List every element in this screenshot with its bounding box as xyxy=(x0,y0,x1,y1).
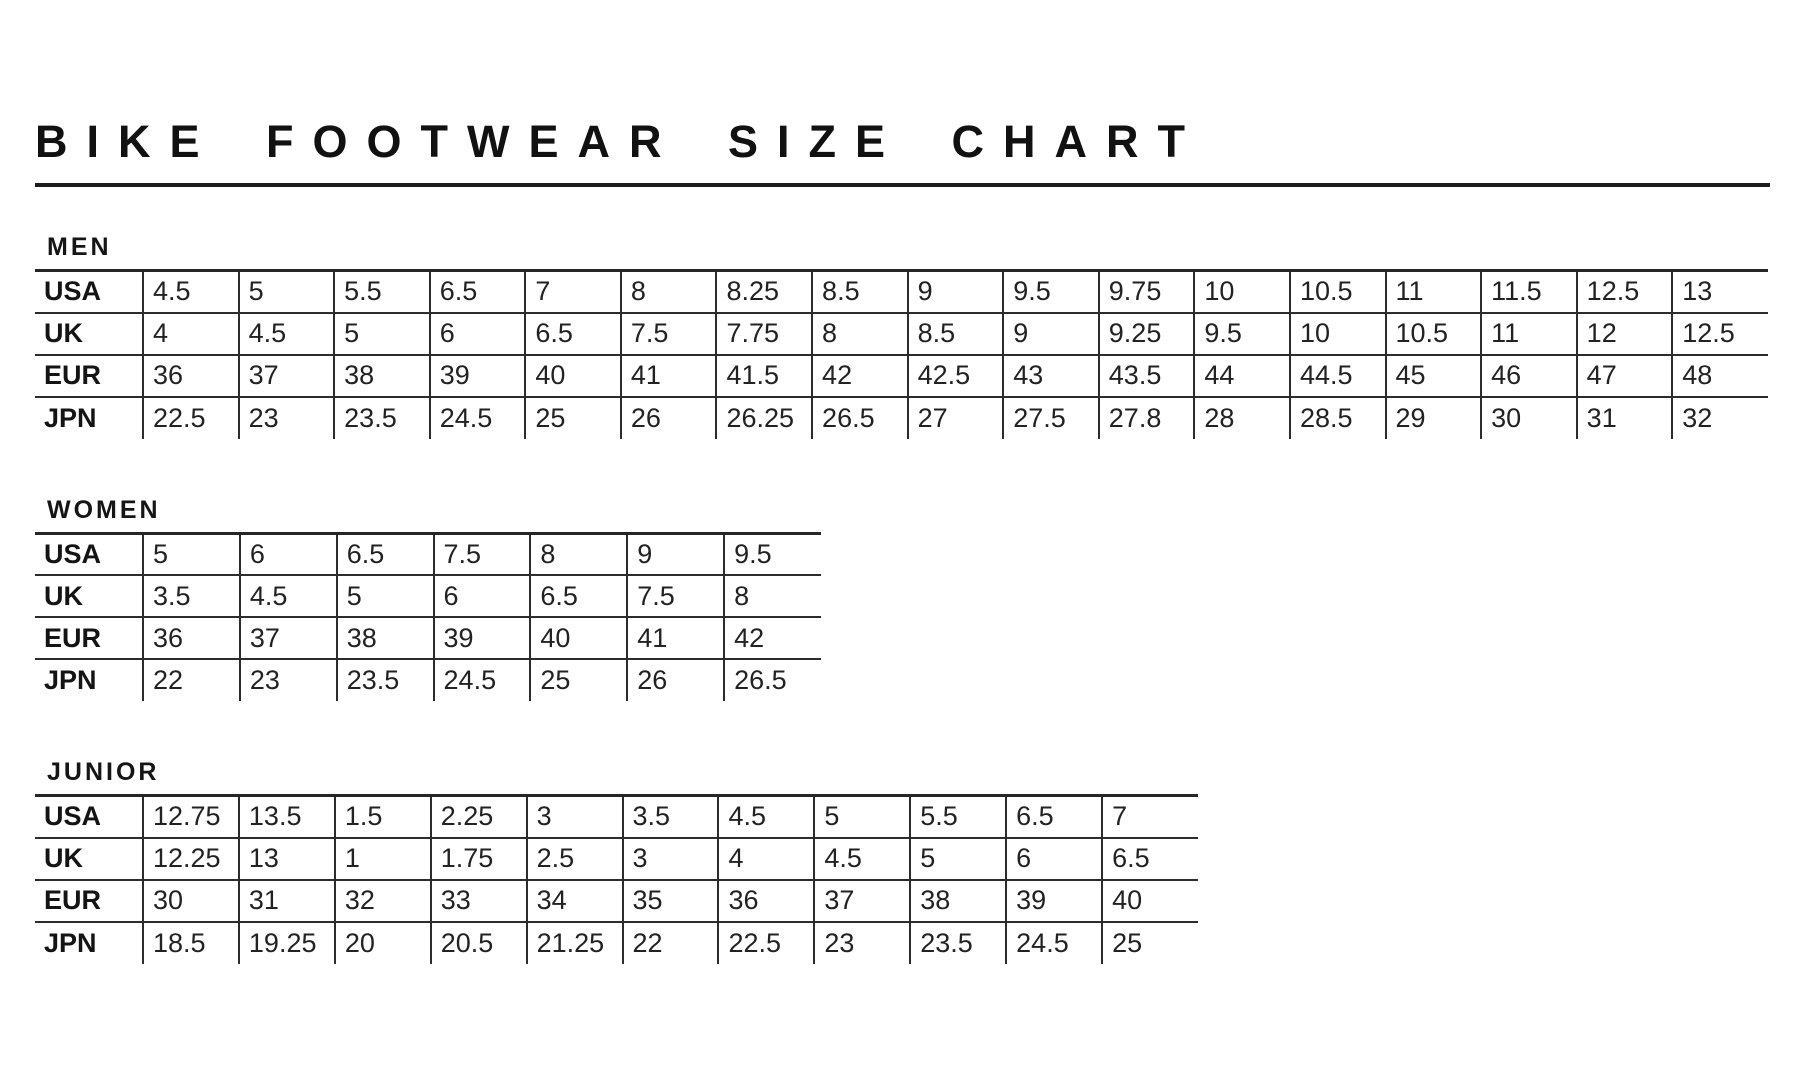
size-cell: 7.5 xyxy=(627,575,724,617)
size-cell: 24.5 xyxy=(430,397,526,439)
size-cell: 13 xyxy=(1672,271,1768,313)
size-cell: 43 xyxy=(1003,355,1099,397)
size-cell: 5 xyxy=(239,271,335,313)
size-cell: 8 xyxy=(621,271,717,313)
size-cell: 12.75 xyxy=(143,796,239,838)
size-cell: 24.5 xyxy=(434,659,531,701)
size-cell: 5 xyxy=(814,796,910,838)
section-heading-men: MEN xyxy=(47,233,112,261)
size-cell: 40 xyxy=(1102,880,1198,922)
size-cell: 7.75 xyxy=(716,313,812,355)
size-cell: 36 xyxy=(718,880,814,922)
size-cell: 2.25 xyxy=(431,796,527,838)
size-cell: 32 xyxy=(335,880,431,922)
size-cell: 5 xyxy=(337,575,434,617)
size-cell: 30 xyxy=(1481,397,1577,439)
size-cell: 18.5 xyxy=(143,922,239,964)
table-row-eur xyxy=(35,880,1198,922)
size-cell: 9.5 xyxy=(1003,271,1099,313)
size-cell: 31 xyxy=(239,880,335,922)
size-cell: 12.5 xyxy=(1672,313,1768,355)
size-cell: 32 xyxy=(1672,397,1768,439)
size-cell: 26.5 xyxy=(812,397,908,439)
table-row-jpn xyxy=(35,922,1198,964)
size-cell: 3 xyxy=(527,796,623,838)
row-label: UK xyxy=(44,318,83,348)
row-label: EUR xyxy=(44,360,102,390)
size-cell: 43.5 xyxy=(1099,355,1195,397)
size-cell: 10.5 xyxy=(1290,271,1386,313)
page-title: BIKE FOOTWEAR SIZE CHART xyxy=(35,116,1770,187)
size-cell: 22 xyxy=(623,922,719,964)
size-cell: 22 xyxy=(143,659,240,701)
size-cell: 26.25 xyxy=(716,397,812,439)
size-cell: 20.5 xyxy=(431,922,527,964)
size-cell: 6.5 xyxy=(337,533,434,575)
size-cell: 9 xyxy=(908,271,1004,313)
size-cell: 38 xyxy=(910,880,1006,922)
size-cell: 4.5 xyxy=(143,271,239,313)
size-cell: 23 xyxy=(814,922,910,964)
size-cell: 28.5 xyxy=(1290,397,1386,439)
junior-size-table xyxy=(35,794,1198,964)
size-cell: 10 xyxy=(1290,313,1386,355)
size-cell: 6.5 xyxy=(525,313,621,355)
size-cell: 30 xyxy=(143,880,239,922)
size-cell: 44.5 xyxy=(1290,355,1386,397)
size-cell: 8.5 xyxy=(812,271,908,313)
size-cell: 29 xyxy=(1386,397,1482,439)
size-cell: 12.5 xyxy=(1577,271,1673,313)
size-cell: 22.5 xyxy=(718,922,814,964)
size-cell: 23.5 xyxy=(337,659,434,701)
size-cell: 26.5 xyxy=(724,659,821,701)
size-cell: 23.5 xyxy=(910,922,1006,964)
size-cell: 40 xyxy=(525,355,621,397)
size-cell: 8 xyxy=(724,575,821,617)
size-cell: 7.5 xyxy=(621,313,717,355)
size-cell: 9 xyxy=(627,533,724,575)
size-cell: 9.75 xyxy=(1099,271,1195,313)
size-cell: 3.5 xyxy=(623,796,719,838)
size-cell: 6.5 xyxy=(1006,796,1102,838)
size-cell: 5.5 xyxy=(334,271,430,313)
table-row-jpn xyxy=(35,659,821,701)
row-label: JPN xyxy=(44,665,97,695)
size-cell: 8.5 xyxy=(908,313,1004,355)
size-cell: 6 xyxy=(1006,838,1102,880)
size-cell: 1 xyxy=(335,838,431,880)
size-cell: 41 xyxy=(621,355,717,397)
size-cell: 25 xyxy=(525,397,621,439)
size-cell: 45 xyxy=(1386,355,1482,397)
size-cell: 1.5 xyxy=(335,796,431,838)
size-cell: 5 xyxy=(910,838,1006,880)
size-cell: 10.5 xyxy=(1386,313,1482,355)
size-cell: 8 xyxy=(812,313,908,355)
size-cell: 44 xyxy=(1194,355,1290,397)
size-cell: 6.5 xyxy=(430,271,526,313)
row-label: EUR xyxy=(44,885,102,915)
size-cell: 4.5 xyxy=(240,575,337,617)
row-label: USA xyxy=(44,276,102,307)
size-cell: 23.5 xyxy=(334,397,430,439)
size-cell: 20 xyxy=(335,922,431,964)
size-cell: 11 xyxy=(1481,313,1577,355)
table-row-uk xyxy=(35,575,821,617)
row-label: JPN xyxy=(44,927,97,958)
size-cell: 9 xyxy=(1003,313,1099,355)
row-label: USA xyxy=(44,801,102,832)
size-cell: 22.5 xyxy=(143,397,239,439)
size-cell: 5 xyxy=(143,533,240,575)
size-cell: 9.25 xyxy=(1099,313,1195,355)
table-row-usa xyxy=(35,271,1768,313)
size-cell: 38 xyxy=(334,355,430,397)
size-cell: 26 xyxy=(621,397,717,439)
row-label: UK xyxy=(44,843,83,873)
size-cell: 3 xyxy=(623,838,719,880)
size-cell: 2.5 xyxy=(527,838,623,880)
size-cell: 34 xyxy=(527,880,623,922)
table-row-eur xyxy=(35,355,1768,397)
size-cell: 9.5 xyxy=(1194,313,1290,355)
size-cell: 42 xyxy=(724,617,821,659)
table-row-uk xyxy=(35,313,1768,355)
size-cell: 7 xyxy=(525,271,621,313)
section-heading-junior: JUNIOR xyxy=(47,758,160,786)
size-cell: 11.5 xyxy=(1481,271,1577,313)
size-cell: 6.5 xyxy=(530,575,627,617)
size-cell: 27 xyxy=(908,397,1004,439)
size-cell: 13.5 xyxy=(239,796,335,838)
table-row-jpn xyxy=(35,397,1768,439)
table-row-uk xyxy=(35,838,1198,880)
size-cell: 12 xyxy=(1577,313,1673,355)
size-cell: 39 xyxy=(430,355,526,397)
size-cell: 19.25 xyxy=(239,922,335,964)
size-cell: 24.5 xyxy=(1006,922,1102,964)
size-cell: 12.25 xyxy=(143,838,239,880)
men-size-table xyxy=(35,269,1768,439)
size-cell: 36 xyxy=(143,355,239,397)
size-cell: 35 xyxy=(623,880,719,922)
size-cell: 42.5 xyxy=(908,355,1004,397)
size-cell: 37 xyxy=(239,355,335,397)
size-cell: 28 xyxy=(1194,397,1290,439)
size-cell: 27.5 xyxy=(1003,397,1099,439)
size-cell: 8.25 xyxy=(716,271,812,313)
size-cell: 37 xyxy=(814,880,910,922)
size-cell: 5 xyxy=(334,313,430,355)
size-cell: 4.5 xyxy=(814,838,910,880)
size-cell: 31 xyxy=(1577,397,1673,439)
size-cell: 10 xyxy=(1194,271,1290,313)
size-cell: 40 xyxy=(530,617,627,659)
section-heading-women: WOMEN xyxy=(47,495,161,524)
size-cell: 37 xyxy=(240,617,337,659)
size-cell: 26 xyxy=(627,659,724,701)
table-row-usa xyxy=(35,796,1198,838)
size-cell: 8 xyxy=(530,533,627,575)
size-cell: 23 xyxy=(239,397,335,439)
row-label: JPN xyxy=(44,402,97,433)
size-cell: 9.5 xyxy=(724,533,821,575)
size-cell: 4.5 xyxy=(239,313,335,355)
size-cell: 6.5 xyxy=(1102,838,1198,880)
size-cell: 23 xyxy=(240,659,337,701)
size-cell: 7.5 xyxy=(434,533,531,575)
size-cell: 3.5 xyxy=(143,575,240,617)
size-cell: 1.75 xyxy=(431,838,527,880)
row-label: USA xyxy=(44,538,102,569)
size-cell: 38 xyxy=(337,617,434,659)
size-cell: 36 xyxy=(143,617,240,659)
size-cell: 39 xyxy=(434,617,531,659)
table-row-eur xyxy=(35,617,821,659)
size-cell: 6 xyxy=(240,533,337,575)
size-cell: 25 xyxy=(530,659,627,701)
size-cell: 46 xyxy=(1481,355,1577,397)
size-cell: 48 xyxy=(1672,355,1768,397)
size-cell: 42 xyxy=(812,355,908,397)
size-cell: 4 xyxy=(143,313,239,355)
size-cell: 13 xyxy=(239,838,335,880)
size-cell: 4.5 xyxy=(718,796,814,838)
size-cell: 5.5 xyxy=(910,796,1006,838)
size-cell: 41.5 xyxy=(716,355,812,397)
size-cell: 6 xyxy=(434,575,531,617)
size-cell: 39 xyxy=(1006,880,1102,922)
size-cell: 41 xyxy=(627,617,724,659)
size-cell: 11 xyxy=(1386,271,1482,313)
size-cell: 7 xyxy=(1102,796,1198,838)
women-size-table xyxy=(35,532,821,702)
size-cell: 33 xyxy=(431,880,527,922)
size-cell: 4 xyxy=(718,838,814,880)
size-cell: 47 xyxy=(1577,355,1673,397)
size-cell: 25 xyxy=(1102,922,1198,964)
table-row-usa xyxy=(35,533,821,575)
row-label: EUR xyxy=(44,622,102,653)
size-cell: 27.8 xyxy=(1099,397,1195,439)
size-cell: 21.25 xyxy=(527,922,623,964)
row-label: UK xyxy=(44,580,83,611)
size-cell: 6 xyxy=(430,313,526,355)
